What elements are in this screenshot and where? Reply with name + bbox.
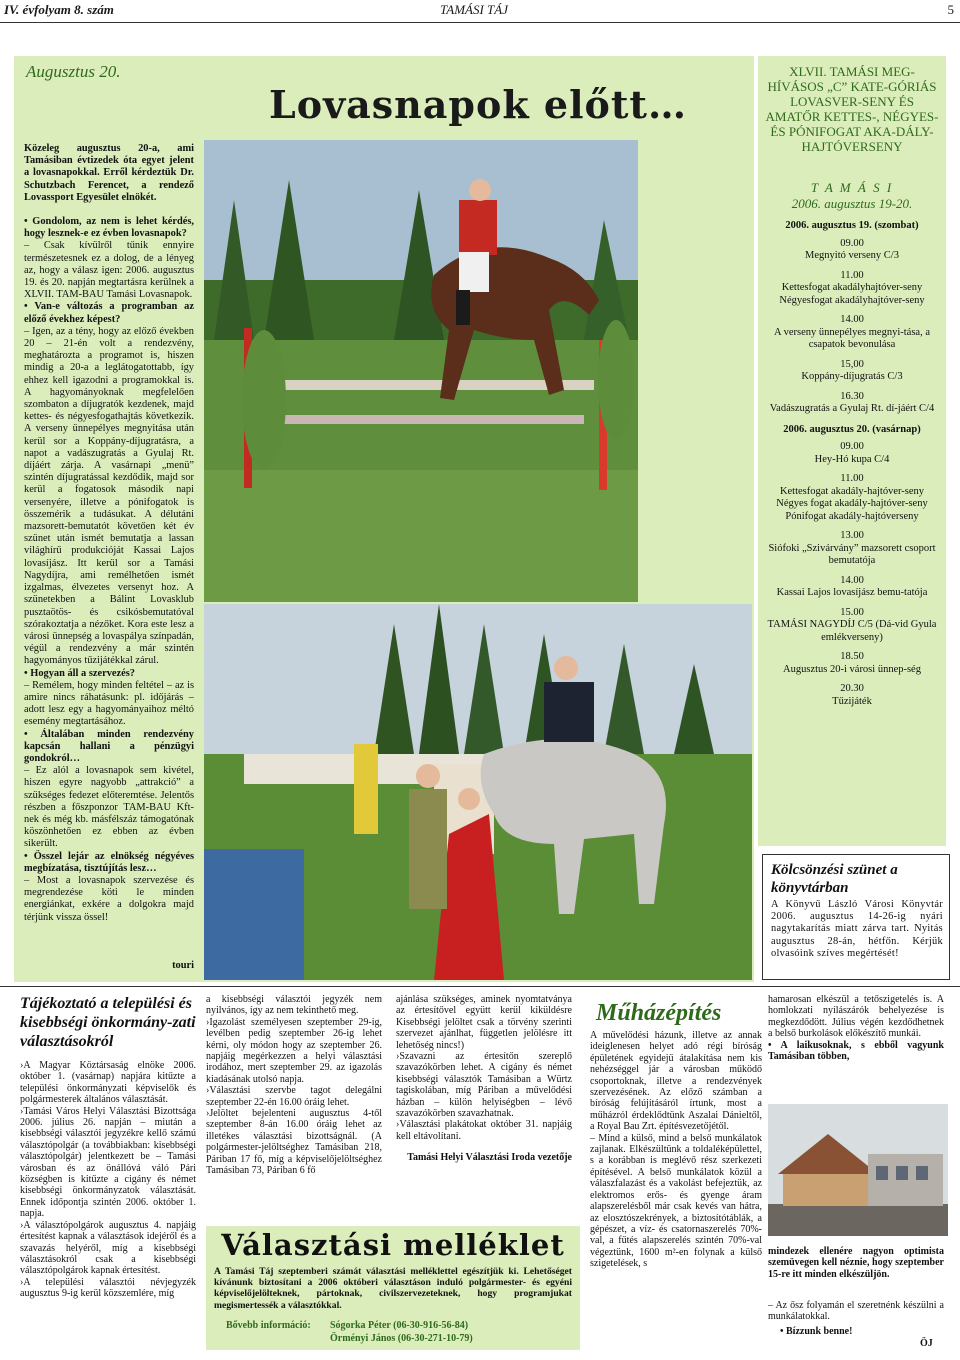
- interview-panel: [14, 56, 202, 982]
- election-col1: [20, 1060, 196, 1300]
- schedule-time: 14.00: [840, 314, 864, 325]
- schedule-time: 09.00: [840, 441, 864, 452]
- show-jumping-photo: [204, 140, 638, 602]
- schedule-day-label: 2006. augusztus 19. (szombat): [785, 220, 919, 231]
- interview-question: • Van-e változás a programban az előző évekhez képest?: [24, 301, 194, 325]
- election-paragraph: ›Választási szervbe tagot delegálni szeptember 22-én 16.00 óráig lehet.: [206, 1085, 382, 1108]
- interview-signature: touri: [172, 960, 194, 971]
- schedule-time: 09.00: [840, 237, 864, 249]
- schedule-time: 15,00: [840, 358, 864, 370]
- election-paragraph: ›Választási plakátokat október 31. napjáig kell eltávolítani.: [396, 1119, 572, 1142]
- schedule-event: A verseny ünnepélyes megnyi-tása, a csapatok bevonulása: [774, 326, 930, 350]
- schedule-event: Megnyitó verseny C/3: [805, 250, 899, 261]
- election-paragraph: ›A választópolgárok augusztus 4. napjáig értesítést kapnak a választások idejéről és a szavazás helyéről, míg a kisebbségi választásokról csak a kisebbségi választópolgárok kapnak értesítést.: [20, 1219, 196, 1277]
- schedule-event: Vadászugratás a Gyulaj Rt. dí-jáért C/4: [769, 403, 935, 414]
- interview-question: • Általában minden rendezvény kapcsán hallani a pénzügyi gondokról…: [24, 728, 194, 764]
- election-col3: [396, 994, 572, 1164]
- building-image: [768, 1104, 948, 1236]
- schedule-event: Kettesfogat akadály-hajtóver-seny Négyes fogat akadály-hajtóver-seny Pónifogat akadály-hajtóverseny: [776, 485, 928, 522]
- schedule-time: 11.00: [840, 473, 864, 484]
- building-question: • A laikusoknak, s ebből vagyunk Tamásiban többen,: [768, 1039, 944, 1063]
- election-title: Tájékoztató a települési és kisebbségi önkormány-zati választásokról: [20, 995, 196, 1050]
- election-paragraph: ›A Magyar Köztársaság elnöke 2006. október 1. (vasárnap) napjára kitűzte a települési önkormányzati képviselők és polgármesterek általános választását.: [20, 1060, 196, 1106]
- supplement-contact-label: Bővebb információ:: [226, 1320, 311, 1331]
- interview-intro: Közeleg augusztus 20-a, ami Tamásiban évtizedek óta egyet jelent a lovasnapokkal. Erről kérdeztük Dr. Schutzbach Ferencet, a rendező Lovassport Egyesület elnökét.: [24, 143, 194, 203]
- page-header: [0, 0, 960, 22]
- schedule-event: Koppány-díjugratás C/3: [801, 371, 903, 382]
- page-number: 5: [947, 2, 954, 17]
- supplement-text: A Tamási Táj szeptemberi számát választási melléklettel egészítjük ki. Lehetőséget kívánunk biztosítani a 2006 októberi választáson induló polgármester- és egyéni képviselőjelölteknek, pártoknak, civilszervezeteknek, hogy programjukat megismertessék a választókkal.: [214, 1266, 572, 1311]
- schedule-title: XLVII. TAMÁSI MEG-HÍVÁSOS „C” KATE-GÓRIÁS LOVASVER-SENY ÉS AMATŐR KETTES-, NÉGYES- ÉS PÓNIFOGAT AKA-DÁLY-HAJTÓVERSENY: [765, 64, 939, 154]
- schedule-event: Tűzijáték: [832, 695, 872, 707]
- election-signature: Tamási Helyi Választási Iroda vezetője: [407, 1152, 572, 1164]
- schedule-item: [764, 359, 940, 384]
- building-paragraph: – Mind a külső, mind a belső munkálatok zajlanak. Elkészültünk a toldaléképülettel, s a korábban is meglévő rész szerkezeti építésével. A belső munkálatok közül a válaszfalazást és a vakolást befejeztük, az elektromos erős- és gyenge áram alapszerelésből már csak kevés van hátra, az elosztószekrények, a biztosítótáblák, a gépészet, a víz- és csatornaszerelés 70%-val, a fűtés alapszerelés szintén 70%-val végeztünk, 1600 m²-en folynak a külső szigetelések, s: [590, 1132, 762, 1270]
- schedule-item: [764, 473, 940, 523]
- schedule-item: [764, 391, 940, 416]
- schedule-item: [764, 238, 940, 263]
- schedule-event: Kassai Lajos lovasíjász bemu-tatója: [776, 587, 928, 598]
- show-jumping-image: [204, 140, 638, 602]
- schedule-event: Kettesfogat akadályhajtóver-seny Négyesfogat akadályhajtóver-seny: [779, 282, 925, 306]
- election-paragraph: ›A települési választói névjegyzék augusztus 9-ig kerül közszemlére, míg: [20, 1276, 196, 1300]
- supplement-box: [206, 1226, 580, 1350]
- schedule-time: 11.00: [840, 269, 864, 281]
- award-ceremony-image: [204, 604, 752, 980]
- interview-answer: – Most a lovasnapok szervezése és megrendezése köti le minden energiánkat, exkére a dolgokra majd térjünk vissza össel!: [24, 874, 194, 923]
- schedule-time: 15.00: [840, 606, 864, 618]
- interview-date: Augusztus 20.: [26, 62, 121, 81]
- interview-body: [24, 216, 194, 924]
- schedule-item: [764, 314, 940, 352]
- interview-answer: – Ez alól a lovasnapok sem kivétel, hiszen egyre nagyobb „attrakció” a szükséges fedezet előteremtése. Jelentős részben a főszponzor TAM-BAU Kft-nek és még kb. másfélszáz támogatónak köszönhetően ez ebben az évben sikerült.: [24, 765, 194, 850]
- interview-question: • Hogyan áll a szervezés?: [24, 667, 135, 679]
- interview-question: • Gondolom, az nem is lehet kérdés, hogy lesznek-e ez évben lovasnapok?: [24, 216, 194, 240]
- schedule-item: [764, 683, 940, 708]
- building-title: Műházépítés: [596, 1000, 722, 1026]
- schedule-place: T A M Á S I: [810, 180, 894, 195]
- building-col1: [590, 1030, 762, 1270]
- election-col2: [206, 994, 382, 1177]
- schedule-day-label: 2006. augusztus 20. (vasárnap): [783, 423, 921, 435]
- election-paragraph: ›Igazolást személyesen szeptember 29-ig, levélben pedig szeptember 26-ig lehet kérni, oly módon hogy az szeptember 26. napjáig megérkezzen a helyi választási irodához, mert szeptember 29. az igazolás kiadásának utolsó napja.: [206, 1016, 382, 1085]
- schedule-item: [764, 651, 940, 676]
- schedule-dates: 2006. augusztus 19-20.: [791, 196, 913, 211]
- supplement-contact: Örményi János (06-30-271-10-79): [330, 1333, 473, 1344]
- building-closing: • Bízzunk benne!: [780, 1326, 853, 1337]
- schedule-time: 18.50: [840, 651, 864, 662]
- schedule-item: [764, 607, 940, 645]
- election-paragraph: ajánlása szükséges, aminek nyomtatványa az értesítővel együtt kerül kiküldésre Kisebbségi jelöltet csak a törvény szerinti szervezet ajánlhat, független jelölésre itt lehetőség nincs!): [396, 994, 572, 1051]
- schedule-time: 20.30: [840, 683, 864, 694]
- building-signature: ÖJ: [920, 1338, 933, 1349]
- schedule-event: TAMÁSI NAGYDÍJ C/5 (Dá-vid Gyula emlékverseny): [767, 619, 937, 643]
- building-conclusion: mindezek ellenére nagyon optimista szemüvegen kell néznie, hogy szeptember 15-re itt minden elkészüljön.: [768, 1246, 944, 1280]
- schedule-time: 16.30: [840, 390, 864, 402]
- election-paragraph: a kisebbségi választói jegyzék nem nyilvános, így az nem tekinthető meg.: [206, 994, 382, 1017]
- building-col2: [768, 994, 944, 1062]
- schedule-item: [764, 575, 940, 600]
- feature-title: Lovasnapok előtt…: [269, 82, 687, 127]
- election-paragraph: ›Jelöltet bejelenteni augusztus 4-től szeptember 8-án 16.00 óráig lehet az illetékes választási bizottságnál. (A polgármester-jelöltséghez Tamásiban 218, Páriban 17 fő, míg a képviselőjelöltséghez Tamásiban 73, Páriban 6 fő: [206, 1108, 382, 1177]
- schedule-item: [764, 441, 940, 466]
- library-text: A Könyvű László Városi Könyvtár 2006. augusztus 14-26-ig nyári nagytakarítás miatt zárva tart. Nyitás augusztus 28-án, hétfőn. Kérjük olvasóink szíves megértését!: [771, 899, 943, 959]
- supplement-title: Választási melléklet: [221, 1228, 565, 1262]
- schedule-time: 14.00: [840, 574, 864, 586]
- interview-answer: – Remélem, hogy minden feltétel – az is amire nincs ráhatásunk: pl. időjárás – adott lesz egy a hagyományaihoz méltó esemény megtartásához.: [24, 679, 194, 728]
- building-answer: – Az ősz folyamán el szeretnénk készülni a munkálatokkal.: [768, 1300, 944, 1323]
- schedule-item: [764, 530, 940, 568]
- schedule-item: [764, 270, 940, 308]
- schedule-list: [764, 220, 940, 715]
- election-paragraph: ›Tamási Város Helyi Választási Bizottsága 2006. július 26. napján – miután a kisebbségi választói jegyzékre kellő számú választópolgár (a továbbiakban: kisebbségi választópolgár) jelentkezett be – Tamási városban és az önállóvá váló Pári községben is kitűzte a cigány és német kisebbségi önkormányzatok választását. Ennek időpontja szintén 2006. október 1. napja.: [20, 1105, 196, 1220]
- interview-answer: – Igen, az a tény, hogy az előző években 20 – 21-én volt a rendezvény, meghatározta a programot is, hiszen mindig a 20-a a leglátogatottabb, így ehhez kell igazodni a programokkal is. A hagyományoknak megfelelően szombaton a díjugratók kezdenek, majd kettes- és négyesfogathajtás következik. A verseny ünnepélyes megnyitása után kerül sor a Koppány-díjugratásra, a napot a vadászugratás a Gyulaj Rt. díjáért zárja. A vasárnapi „menü” szintén díjugratással kezdődik, majd sor kerül a fogatosok második napi versenyére, illetve a pónifogatok is összemérik a tudásukat. A délutáni mazsorett-bemutatót követően két év szünet után ismét bemutatja a lassan világhírű produkcióját Kassai Lajos lovasíjász. Itt kerül sor a Tamási Nagydíjra, ami remélhetően ismét izgalmas, élvezetes versenyt hoz. A szünetekben a Bálint Lovasklub pusztaötös- és csikósbemutatóval szórakoztatja a nézőket. Kora este lesz a városi ünnepség a lovaspálya színpadán, végül a rendezvény a már szintén hagyományos tűzijátékkal zárul.: [24, 325, 194, 667]
- building-photo: [768, 1104, 948, 1236]
- election-paragraph: ›Szavazni az értesítőn szereplő szavazókörben lehet. A cigány és német kisebbségi választók Tamásiban a Würtz tagiskolában, míg Páriban a művelődési házban – külön helyiségben – lévő szavazókörben szavazhatnak.: [396, 1051, 572, 1120]
- building-paragraph: hamarosan elkészül a tetőszigetelés is. A homlokzati nyílászárók behelyezése is megkezdődött. Július végén kezdődhetnek a belső burkolások előkészítő munkái.: [768, 994, 944, 1040]
- library-notice: [762, 854, 950, 980]
- issue-label: IV. évfolyam 8. szám: [4, 2, 114, 17]
- interview-question: • Összel lejár az elnökség négyéves megbízatása, tisztújítás lesz…: [24, 850, 194, 874]
- header-rule: [0, 22, 960, 23]
- schedule-time: 13.00: [840, 530, 864, 541]
- interview-answer: – Csak kívülről tűnik ennyire természetesnek ez a dolog, de a lényeg az, hogy a válasz igen: 2006. augusztus 19. és 20. napján megtartásra kerülnek a XLVII. TAM-BAU Tamási Lovasnapok.: [24, 240, 194, 301]
- library-title: Kölcsönzési szünet a könyvtárban: [771, 862, 898, 896]
- schedule-event: Siófoki „Szivárvány” mazsorett csoport bemutatója: [768, 542, 936, 566]
- schedule-event: Hey-Hó kupa C/4: [814, 453, 890, 465]
- schedule-panel: [758, 56, 946, 846]
- award-ceremony-photo: [204, 604, 752, 980]
- schedule-event: Augusztus 20-i városi ünnep-ség: [783, 663, 921, 675]
- building-paragraph: A művelődési házunk, illetve az annak ideiglenesen helyet adó régi bíróság épületének egyidejű átalakítása nem kis nehézséggel jár a városban működő csoportoknak, illetve a rendezvények szervezésének. Az előző számban a bíróság felújításáról írtunk, most a műházról érdeklődtünk Aszalai Dánieltől, a Royal Bau Zrt. építésvezetőjétől.: [590, 1030, 762, 1133]
- masthead: TAMÁSI TÁJ: [440, 2, 508, 17]
- supplement-contact: Sógorka Péter (06-30-916-56-84): [330, 1320, 469, 1331]
- section-rule: [0, 986, 960, 987]
